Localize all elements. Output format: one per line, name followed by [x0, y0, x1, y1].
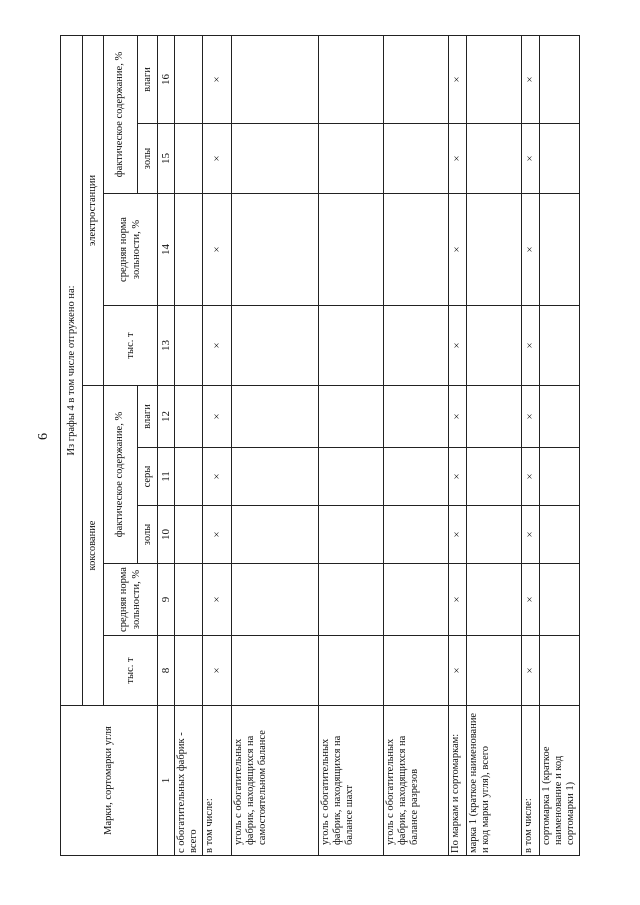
table-cell: [318, 306, 383, 386]
table-cell: [318, 636, 383, 706]
table-cell: ×: [521, 448, 539, 506]
table-cell: ×: [203, 448, 231, 506]
coking-moisture-header: влаги: [138, 386, 158, 448]
table-cell: [174, 306, 202, 386]
table-cell: [174, 448, 202, 506]
col-num: 1: [158, 706, 174, 856]
table-cell: [383, 448, 448, 506]
col-num: 12: [158, 386, 174, 448]
col-num: 16: [158, 36, 174, 124]
coking-ash-header: золы: [138, 506, 158, 564]
brand-col-header: Марки, сортомарки угля: [61, 706, 158, 856]
table-cell: ×: [448, 386, 466, 448]
power-ash-header: золы: [138, 124, 158, 194]
row-label: марка 1 (краткое наименование и код марки угля), всего: [467, 706, 522, 856]
table-cell: [231, 448, 318, 506]
table-cell: [383, 124, 448, 194]
row-label: По маркам и сортомаркам:: [448, 706, 466, 856]
table-cell: [174, 506, 202, 564]
col-num: 9: [158, 564, 174, 636]
table-cell: [467, 506, 522, 564]
table-cell: ×: [448, 448, 466, 506]
table-cell: [231, 506, 318, 564]
table-cell: [467, 306, 522, 386]
table-cell: [540, 448, 580, 506]
table-cell: ×: [521, 506, 539, 564]
table-row: [448, 36, 466, 856]
table-cell: ×: [521, 564, 539, 636]
table-cell: ×: [203, 636, 231, 706]
table-cell: [231, 636, 318, 706]
page-number: 6: [36, 433, 51, 440]
col-num: 13: [158, 306, 174, 386]
table-cell: [383, 306, 448, 386]
table-cell: [174, 564, 202, 636]
table-row: [383, 36, 448, 856]
table-cell: [231, 564, 318, 636]
table-cell: [174, 194, 202, 306]
table-cell: [383, 36, 448, 124]
table-cell: [318, 124, 383, 194]
table-cell: [174, 36, 202, 124]
table-cell: [231, 36, 318, 124]
table-cell: ×: [203, 194, 231, 306]
col-num: 15: [158, 124, 174, 194]
table-cell: [540, 564, 580, 636]
table-cell: [540, 386, 580, 448]
table-row: [174, 36, 202, 856]
table-cell: [383, 506, 448, 564]
table-cell: [540, 36, 580, 124]
table-row: [467, 36, 522, 856]
coking-sulfur-header: серы: [138, 448, 158, 506]
col-num: 8: [158, 636, 174, 706]
table-cell: ×: [203, 564, 231, 636]
table-cell: ×: [448, 36, 466, 124]
table-cell: [174, 124, 202, 194]
table-cell: [231, 194, 318, 306]
power-moisture-header: влаги: [138, 36, 158, 124]
row-label: уголь с обогатительных фабрик, находящихся на балансе шахт: [318, 706, 383, 856]
table-cell: ×: [203, 306, 231, 386]
table-cell: [540, 506, 580, 564]
table-cell: ×: [521, 306, 539, 386]
table-cell: [318, 506, 383, 564]
report-table-rotated: [60, 36, 580, 856]
power-header: электростанции: [83, 36, 103, 386]
col-num: 11: [158, 448, 174, 506]
table-body: [174, 36, 579, 856]
col-num: 10: [158, 506, 174, 564]
table-cell: [467, 194, 522, 306]
table-cell: [383, 194, 448, 306]
table-cell: ×: [521, 124, 539, 194]
table-cell: [318, 36, 383, 124]
coking-avg-ash-header: средняя норма зольности, %: [103, 564, 158, 636]
table-row: [540, 36, 580, 856]
coking-thous-t-header: тыс. т: [103, 636, 158, 706]
table-cell: [383, 564, 448, 636]
coking-actual-header: фактическое содержание, %: [103, 386, 138, 564]
table-cell: [231, 386, 318, 448]
row-label: сортомарка 1 (краткое наименование и код сортомарки 1): [540, 706, 580, 856]
table-cell: [174, 386, 202, 448]
table-cell: ×: [203, 506, 231, 564]
row-label: с обогатительных фабрик - всего: [174, 706, 202, 856]
table-row: [318, 36, 383, 856]
table-row: [521, 36, 539, 856]
table-cell: [318, 448, 383, 506]
table-cell: ×: [203, 36, 231, 124]
table-cell: ×: [448, 124, 466, 194]
power-actual-header: фактическое содержание, %: [103, 36, 138, 194]
column-number-row: [158, 36, 174, 856]
table-cell: ×: [448, 306, 466, 386]
col-num: 14: [158, 194, 174, 306]
table-cell: [318, 194, 383, 306]
table-cell: ×: [521, 636, 539, 706]
table-cell: ×: [448, 506, 466, 564]
power-thous-t-header: тыс. т: [103, 306, 158, 386]
table-cell: [540, 636, 580, 706]
table-cell: ×: [448, 636, 466, 706]
row-label: уголь с обогатительных фабрик, находящихся на балансе разрезов: [383, 706, 448, 856]
table-cell: [540, 194, 580, 306]
table-cell: [383, 636, 448, 706]
table-cell: [174, 636, 202, 706]
report-table: [60, 35, 580, 856]
table-cell: ×: [521, 36, 539, 124]
table-cell: ×: [448, 194, 466, 306]
table-cell: [467, 386, 522, 448]
table-row: [231, 36, 318, 856]
table-cell: [540, 124, 580, 194]
table-cell: [467, 448, 522, 506]
table-cell: ×: [203, 386, 231, 448]
row-label: уголь с обогатительных фабрик, находящихся на самостоятельном балансе: [231, 706, 318, 856]
table-cell: [318, 564, 383, 636]
table-cell: [467, 36, 522, 124]
table-cell: [467, 636, 522, 706]
coking-header: коксование: [83, 386, 103, 706]
group-title: Из графы 4 в том числе отгружено на:: [61, 36, 83, 706]
table-cell: [467, 124, 522, 194]
row-label: в том числе:: [203, 706, 231, 856]
table-cell: [383, 386, 448, 448]
table-cell: [231, 306, 318, 386]
power-avg-ash-header: средняя норма зольности, %: [103, 194, 158, 306]
table-row: [203, 36, 231, 856]
table-cell: ×: [521, 194, 539, 306]
row-label: в том числе:: [521, 706, 539, 856]
table-cell: [540, 306, 580, 386]
table-cell: ×: [203, 124, 231, 194]
table-cell: ×: [521, 386, 539, 448]
table-cell: [318, 386, 383, 448]
table-cell: ×: [448, 564, 466, 636]
table-cell: [467, 564, 522, 636]
table-cell: [231, 124, 318, 194]
